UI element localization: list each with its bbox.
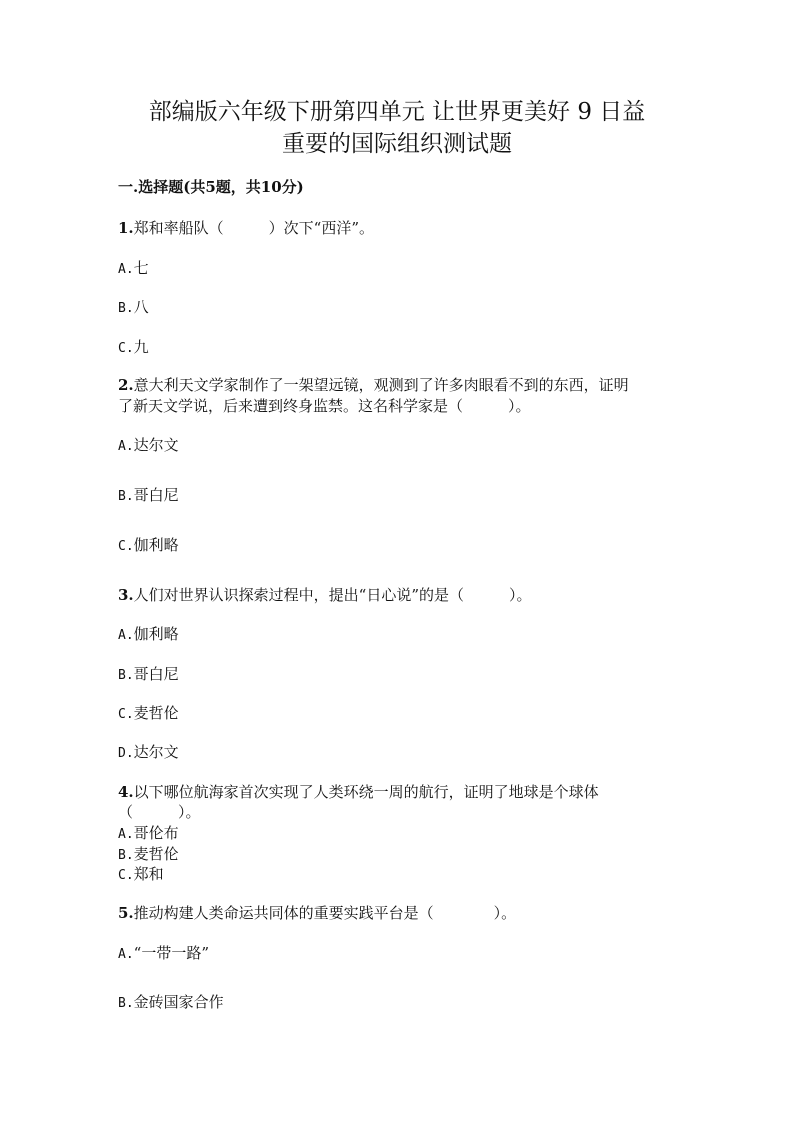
- question-number: 5.: [118, 904, 134, 922]
- option-letter: A.: [118, 947, 134, 962]
- option-text: 八: [133, 298, 149, 316]
- option-text: 九: [133, 338, 149, 356]
- option-letter: C.: [118, 868, 134, 883]
- question-4-option-a[interactable]: [118, 823, 179, 845]
- page-title-line-2: 重要的国际组织测试题: [282, 131, 512, 157]
- option-letter: A.: [118, 262, 134, 277]
- question-number: 4.: [118, 783, 134, 801]
- option-letter: C.: [118, 707, 134, 722]
- question-4: [118, 782, 599, 802]
- option-letter: B.: [118, 996, 134, 1011]
- question-4-option-c[interactable]: [118, 864, 164, 886]
- option-text: 伽利略: [133, 625, 179, 643]
- question-text: 郑和率船队（ ）次下“西洋”。: [133, 219, 375, 237]
- question-3-option-a[interactable]: [118, 624, 179, 646]
- question-4-line-2: （ ）。: [118, 803, 201, 821]
- option-text: 达尔文: [133, 743, 179, 761]
- question-3-option-d[interactable]: [118, 742, 179, 764]
- option-text: 麦哲伦: [133, 704, 179, 722]
- page-title-line-1: 部编版六年级下册第四单元 让世界更美好 9 日益: [148, 99, 646, 125]
- option-letter: B.: [118, 848, 134, 863]
- question-text: 以下哪位航海家首次实现了人类环绕一周的航行，证明了地球是个球体: [133, 783, 599, 801]
- question-5: [118, 903, 516, 923]
- option-text: 麦哲伦: [133, 845, 179, 863]
- question-2-option-b[interactable]: [118, 485, 179, 507]
- option-text: 哥白尼: [133, 665, 179, 683]
- option-text: 达尔文: [133, 436, 179, 454]
- option-text: 金砖国家合作: [133, 993, 224, 1011]
- question-3-option-c[interactable]: [118, 703, 179, 725]
- question-2-option-c[interactable]: [118, 535, 179, 557]
- question-text: 推动构建人类命运共同体的重要实践平台是（ ）。: [133, 904, 517, 922]
- question-number: 3.: [118, 586, 134, 604]
- option-text: 郑和: [133, 865, 164, 883]
- option-text: 七: [133, 259, 149, 277]
- question-number: 1.: [118, 219, 134, 237]
- option-letter: A.: [118, 827, 134, 842]
- question-text: 意大利天文学家制作了一架望远镜，观测到了许多肉眼看不到的东西，证明: [133, 376, 629, 394]
- option-text: 哥白尼: [133, 486, 179, 504]
- option-letter: A.: [118, 628, 134, 643]
- question-5-option-a[interactable]: [118, 943, 209, 965]
- option-text: 伽利略: [133, 536, 179, 554]
- question-3-option-b[interactable]: [118, 664, 179, 686]
- option-text: “一带一路”: [133, 944, 209, 962]
- question-1: [118, 218, 374, 238]
- question-1-option-c[interactable]: [118, 337, 149, 359]
- question-5-option-b[interactable]: [118, 992, 224, 1014]
- question-2-line-2: 了新天文学说，后来遭到终身监禁。这名科学家是（ ）。: [118, 397, 531, 415]
- question-1-option-a[interactable]: [118, 258, 149, 280]
- section-heading: 一.选择题(共5题，共10分): [118, 178, 304, 196]
- option-letter: A.: [118, 439, 134, 454]
- question-2-option-a[interactable]: [118, 435, 179, 457]
- option-letter: B.: [118, 301, 134, 316]
- question-2: [118, 375, 629, 395]
- question-text: 人们对世界认识探索过程中，提出“日心说”的是（ ）。: [133, 586, 532, 604]
- option-letter: B.: [118, 489, 134, 504]
- option-letter: B.: [118, 668, 134, 683]
- option-letter: D.: [118, 746, 134, 761]
- option-letter: C.: [118, 539, 134, 554]
- question-1-option-b[interactable]: [118, 297, 149, 319]
- question-3: [118, 585, 532, 605]
- option-text: 哥伦布: [133, 824, 179, 842]
- question-number: 2.: [118, 376, 134, 394]
- option-letter: C.: [118, 341, 134, 356]
- question-4-option-b[interactable]: [118, 844, 179, 866]
